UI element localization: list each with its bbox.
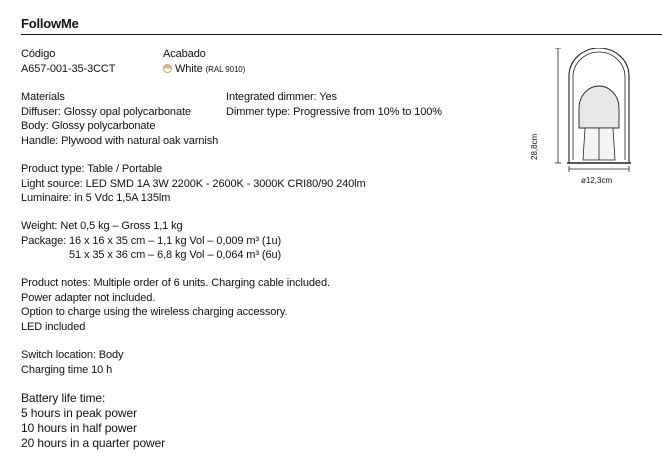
height-dimension-label: 28,8cm xyxy=(530,133,539,160)
switch-block xyxy=(21,348,123,377)
luminaire-line: Luminaire: in 5 Vdc 1,5A 135lm xyxy=(21,192,171,204)
acabado-value xyxy=(163,62,245,77)
light-source-line: Light source: LED SMD 1A 3W 2200K - 2600K - 3000K CRI80/90 240lm xyxy=(21,177,366,190)
product-type-block xyxy=(21,162,366,206)
notes-line: Product notes: Multiple order of 6 units. Charging cable included. xyxy=(21,277,330,289)
weight-line: Weight: Net 0,5 kg – Gross 1,1 kg xyxy=(21,220,183,232)
dimmer-line: Integrated dimmer: Yes xyxy=(226,91,337,103)
battery-line: 20 hours in a quarter power xyxy=(21,436,166,450)
materials-line: Diffuser: Glossy opal polycarbonate xyxy=(21,105,191,118)
battery-block xyxy=(21,391,165,451)
materials-line: Materials xyxy=(21,91,65,103)
notes-line: Option to charge using the wireless charging accessory. xyxy=(21,306,288,318)
acabado-label: Acabado xyxy=(163,48,206,60)
battery-line: 10 hours in half power xyxy=(21,421,137,435)
title-divider xyxy=(21,34,662,35)
battery-line: Battery life time: xyxy=(21,391,106,405)
dimmer-block xyxy=(226,90,442,119)
materials-line: Handle: Plywood with natural oak varnish xyxy=(21,134,219,147)
lamp-drawing xyxy=(552,48,652,178)
codigo-value: A657-001-35-3CCT xyxy=(21,63,116,75)
switch-line: Switch location: Body xyxy=(21,349,124,361)
finish-name: White xyxy=(175,63,203,75)
notes-block xyxy=(21,276,330,334)
package-line-2: 51 x 35 x 36 cm – 6,8 kg Vol – 0,064 m³ (6u) xyxy=(69,249,282,261)
charging-line: Charging time 10 h xyxy=(21,363,113,376)
finish-ral: (RAL 9010) xyxy=(205,65,246,74)
finish-swatch-icon xyxy=(163,64,172,73)
materials-line: Body: Glossy polycarbonate xyxy=(21,120,156,132)
notes-line: Power adapter not included. xyxy=(21,291,156,304)
product-type-line: Product type: Table / Portable xyxy=(21,163,163,175)
diameter-dimension-label: ø12,3cm xyxy=(581,176,613,185)
page-title: FollowMe xyxy=(21,16,79,31)
materials-block xyxy=(21,90,218,148)
dimmer-line: Dimmer type: Progressive from 10% to 100% xyxy=(226,105,442,118)
package-line: Package: 16 x 16 x 35 cm – 1,1 kg Vol – 0,009 m³ (1u) xyxy=(21,234,282,247)
notes-line: LED included xyxy=(21,320,86,333)
weight-block xyxy=(21,219,281,263)
codigo-label: Código xyxy=(21,48,56,60)
battery-line: 5 hours in peak power xyxy=(21,406,137,420)
